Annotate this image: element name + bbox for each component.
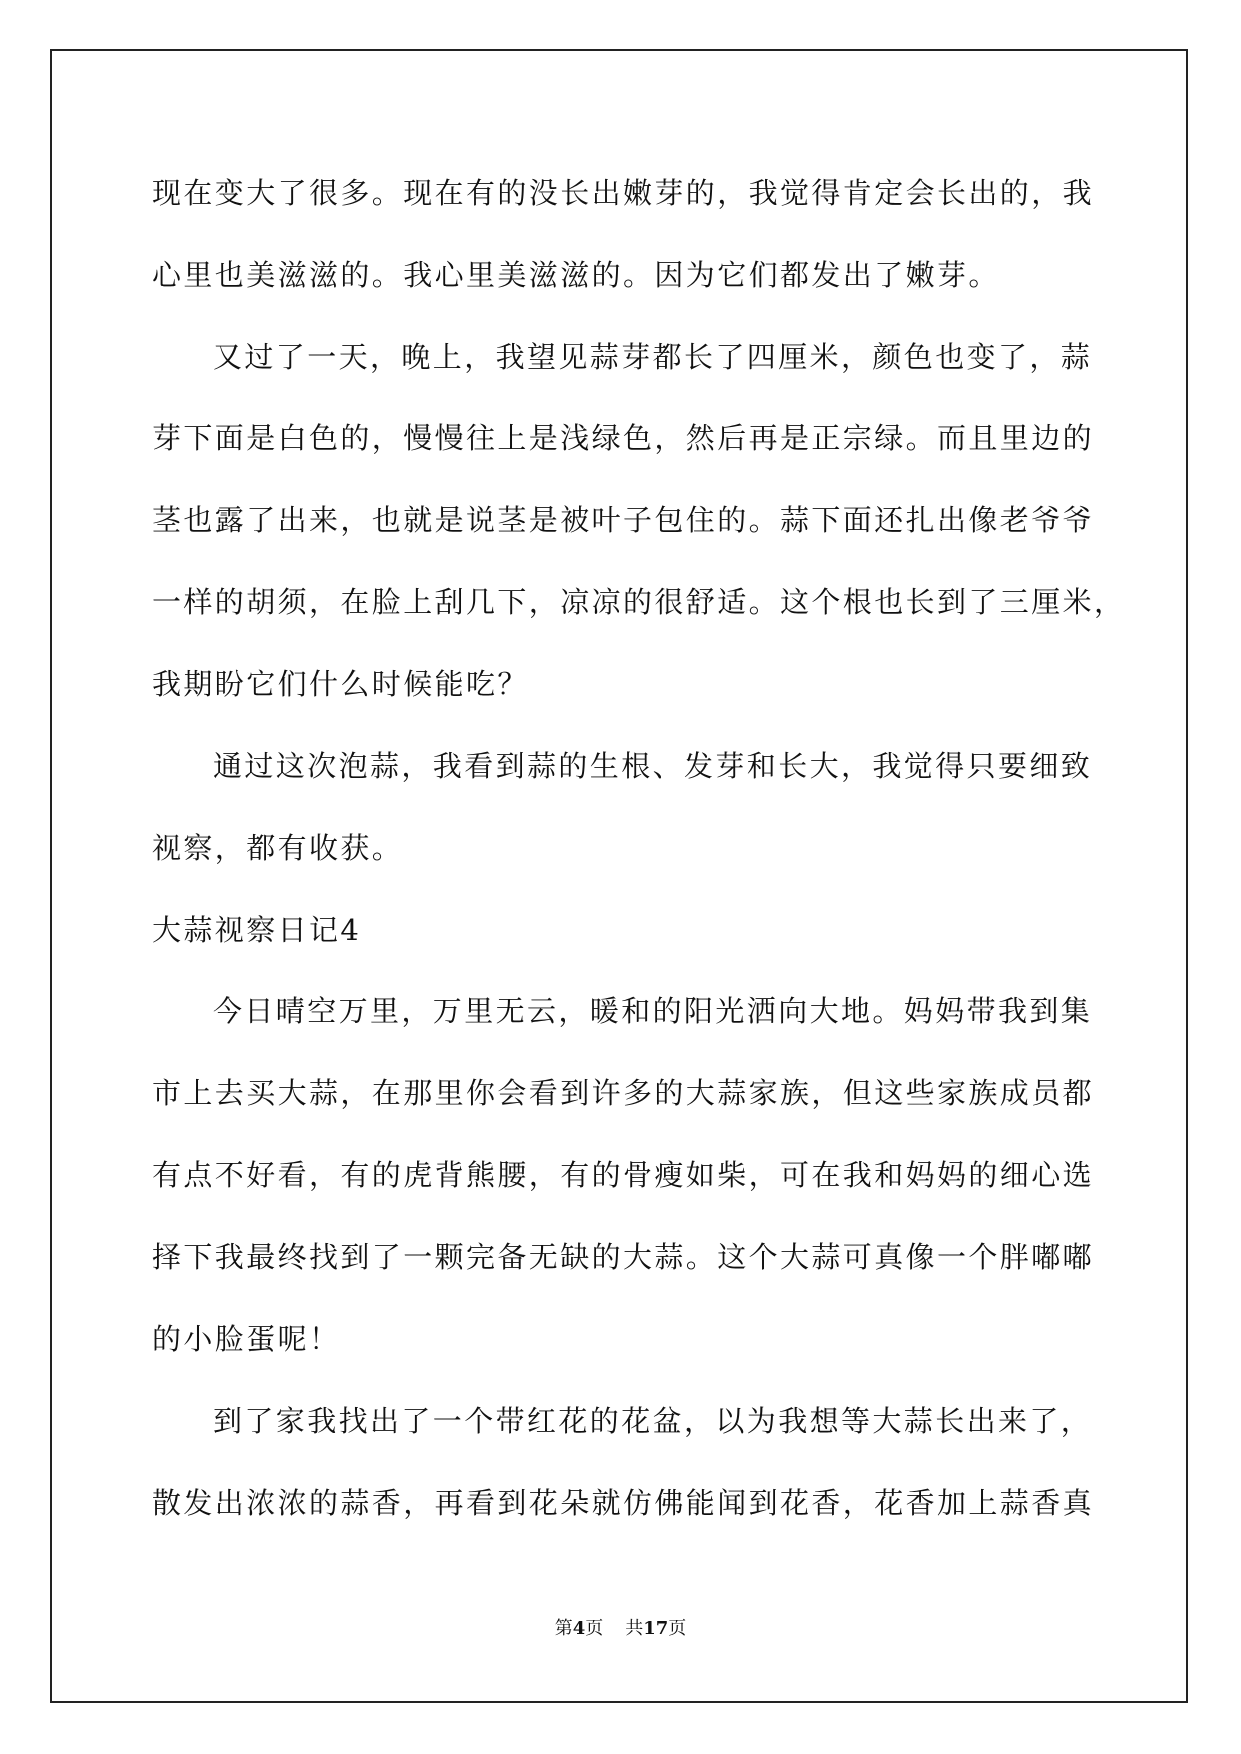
page-number: 4	[572, 1618, 586, 1639]
paragraph-start: 又过了一天，晚上，我望见蒜芽都长了四厘米，颜色也变了，蒜	[213, 340, 1093, 374]
paragraph-start: 通过这次泡蒜，我看到蒜的生根、发芽和长大，我觉得只要细致	[213, 749, 1093, 783]
paragraph-start: 到了家我找出了一个带红花的花盆，以为我想等大蒜长出来了，	[213, 1404, 1093, 1438]
total-pages: 17	[643, 1618, 669, 1639]
text-line: 散发出浓浓的蒜香，再看到花朵就仿佛能闻到花香，花香加上蒜香真	[152, 1486, 1095, 1520]
text-line: 市上去买大蒜，在那里你会看到许多的大蒜家族，但这些家族成员都	[152, 1076, 1095, 1110]
text-line: 有点不好看，有的虎背熊腰，有的骨瘦如柴，可在我和妈妈的细心选	[152, 1158, 1095, 1192]
section-heading: 大蒜视察日记4	[152, 913, 362, 947]
text-line: 现在变大了很多。现在有的没长出嫩芽的，我觉得肯定会长出的，我	[152, 176, 1095, 210]
text-line: 心里也美滋滋的。我心里美滋滋的。因为它们都发出了嫩芽。	[152, 258, 1000, 292]
text-line: 我期盼它们什么时候能吃？	[152, 667, 529, 701]
text-line: 的小脸蛋呢！	[152, 1322, 341, 1356]
page-prefix: 第	[554, 1618, 573, 1639]
text-line: 择下我最终找到了一颗完备无缺的大蒜。这个大蒜可真像一个胖嘟嘟	[152, 1240, 1095, 1274]
total-prefix: 共	[625, 1618, 644, 1639]
page-footer	[0, 1617, 1241, 1641]
total-suffix: 页	[668, 1618, 687, 1639]
page-border	[50, 49, 1188, 1703]
text-line: 茎也露了出来，也就是说茎是被叶子包住的。蒜下面还扎出像老爷爷	[152, 503, 1095, 537]
text-line: 一样的胡须，在脸上刮几下，凉凉的很舒适。这个根也长到了三厘米，	[152, 585, 1126, 619]
page-suffix: 页	[585, 1618, 604, 1639]
text-line: 视察，都有收获。	[152, 831, 404, 865]
paragraph-start: 今日晴空万里，万里无云，暖和的阳光洒向大地。妈妈带我到集	[213, 994, 1093, 1028]
text-line: 芽下面是白色的，慢慢往上是浅绿色，然后再是正宗绿。而且里边的	[152, 421, 1095, 455]
